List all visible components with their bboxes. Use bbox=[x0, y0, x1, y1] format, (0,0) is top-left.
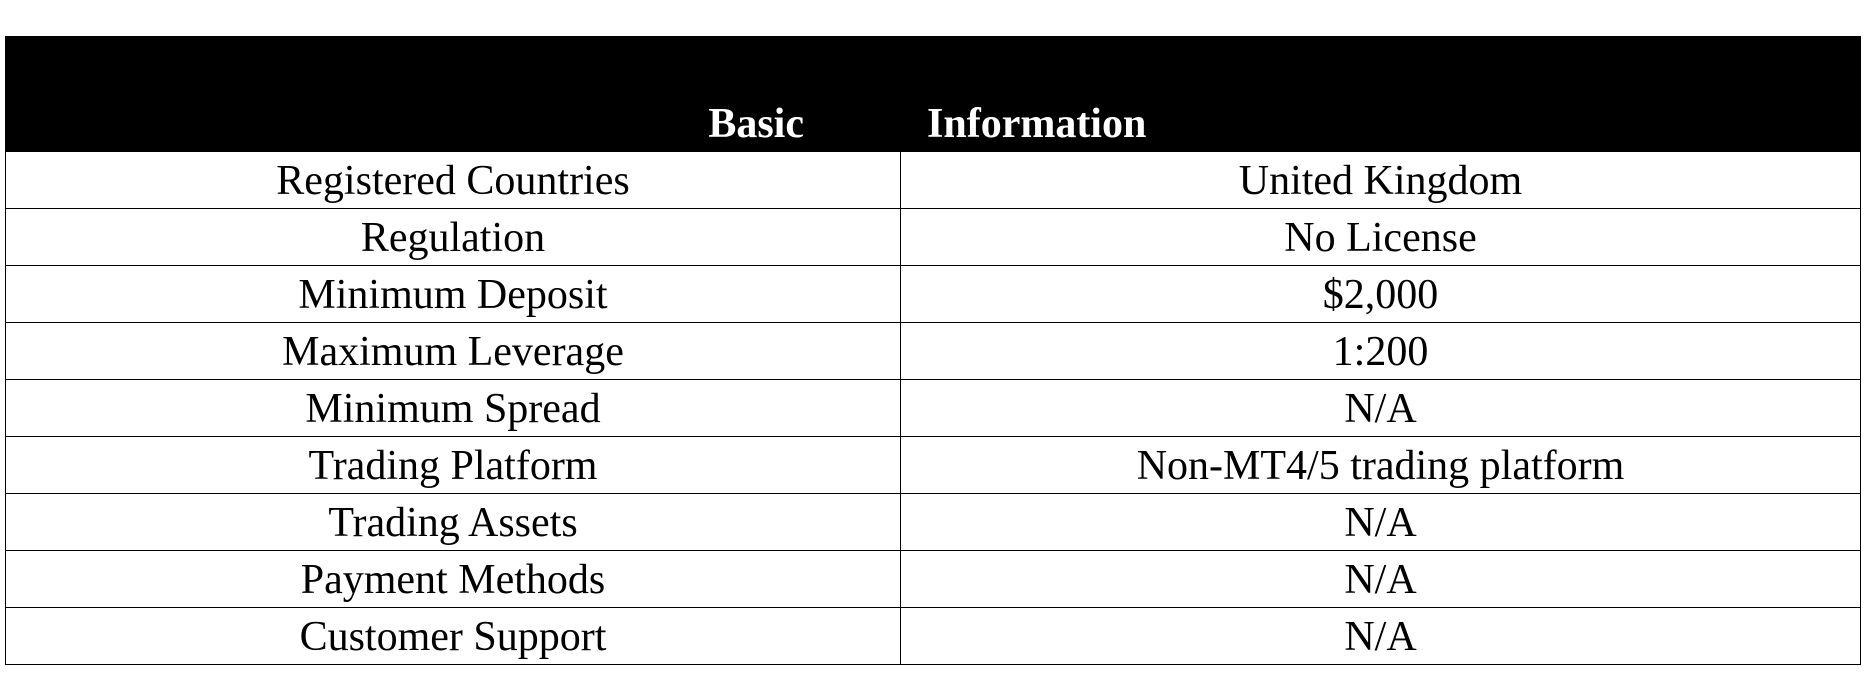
basic-information-table bbox=[5, 36, 1861, 665]
row-label-cell bbox=[6, 494, 901, 551]
row-label-cell bbox=[6, 437, 901, 494]
row-value-cell bbox=[901, 209, 1861, 266]
table-row bbox=[6, 608, 1861, 665]
table-row bbox=[6, 380, 1861, 437]
header-cell-left bbox=[6, 37, 901, 152]
row-label-cell bbox=[6, 380, 901, 437]
row-label-cell bbox=[6, 209, 901, 266]
row-label: Regulation bbox=[360, 215, 546, 261]
row-value: Non-MT4/5 trading platform bbox=[1136, 443, 1625, 489]
row-value-cell bbox=[901, 380, 1861, 437]
row-value: United Kingdom bbox=[1238, 158, 1523, 204]
table-row bbox=[6, 152, 1861, 209]
row-value: N/A bbox=[1344, 500, 1417, 546]
row-label-cell bbox=[6, 323, 901, 380]
row-label: Trading Platform bbox=[308, 443, 598, 489]
row-value-cell bbox=[901, 266, 1861, 323]
header-title-right: Information bbox=[927, 101, 1147, 147]
row-value: N/A bbox=[1344, 386, 1417, 432]
row-label: Registered Countries bbox=[276, 158, 630, 204]
table-row bbox=[6, 323, 1861, 380]
row-value-cell bbox=[901, 608, 1861, 665]
row-value: No License bbox=[1284, 215, 1477, 261]
row-label: Payment Methods bbox=[300, 557, 606, 603]
row-label: Minimum Spread bbox=[305, 386, 601, 432]
table-row bbox=[6, 209, 1861, 266]
row-value-cell bbox=[901, 437, 1861, 494]
row-label: Trading Assets bbox=[328, 500, 578, 546]
table-row bbox=[6, 494, 1861, 551]
row-label: Minimum Deposit bbox=[298, 272, 608, 318]
row-value-cell bbox=[901, 323, 1861, 380]
row-label-cell bbox=[6, 551, 901, 608]
row-label: Maximum Leverage bbox=[282, 329, 624, 375]
row-value-cell bbox=[901, 152, 1861, 209]
row-value: 1:200 bbox=[1332, 329, 1429, 375]
row-value-cell bbox=[901, 551, 1861, 608]
row-label-cell bbox=[6, 608, 901, 665]
row-value: N/A bbox=[1344, 614, 1417, 660]
table-row bbox=[6, 437, 1861, 494]
row-value: $2,000 bbox=[1322, 272, 1439, 318]
row-value-cell bbox=[901, 494, 1861, 551]
header-cell-right bbox=[901, 37, 1861, 152]
row-label-cell bbox=[6, 152, 901, 209]
table-header-row bbox=[6, 37, 1861, 152]
header-title-left: Basic bbox=[708, 101, 804, 147]
table-row bbox=[6, 266, 1861, 323]
row-value: N/A bbox=[1344, 557, 1417, 603]
row-label-cell bbox=[6, 266, 901, 323]
table-row bbox=[6, 551, 1861, 608]
row-label: Customer Support bbox=[299, 614, 607, 660]
